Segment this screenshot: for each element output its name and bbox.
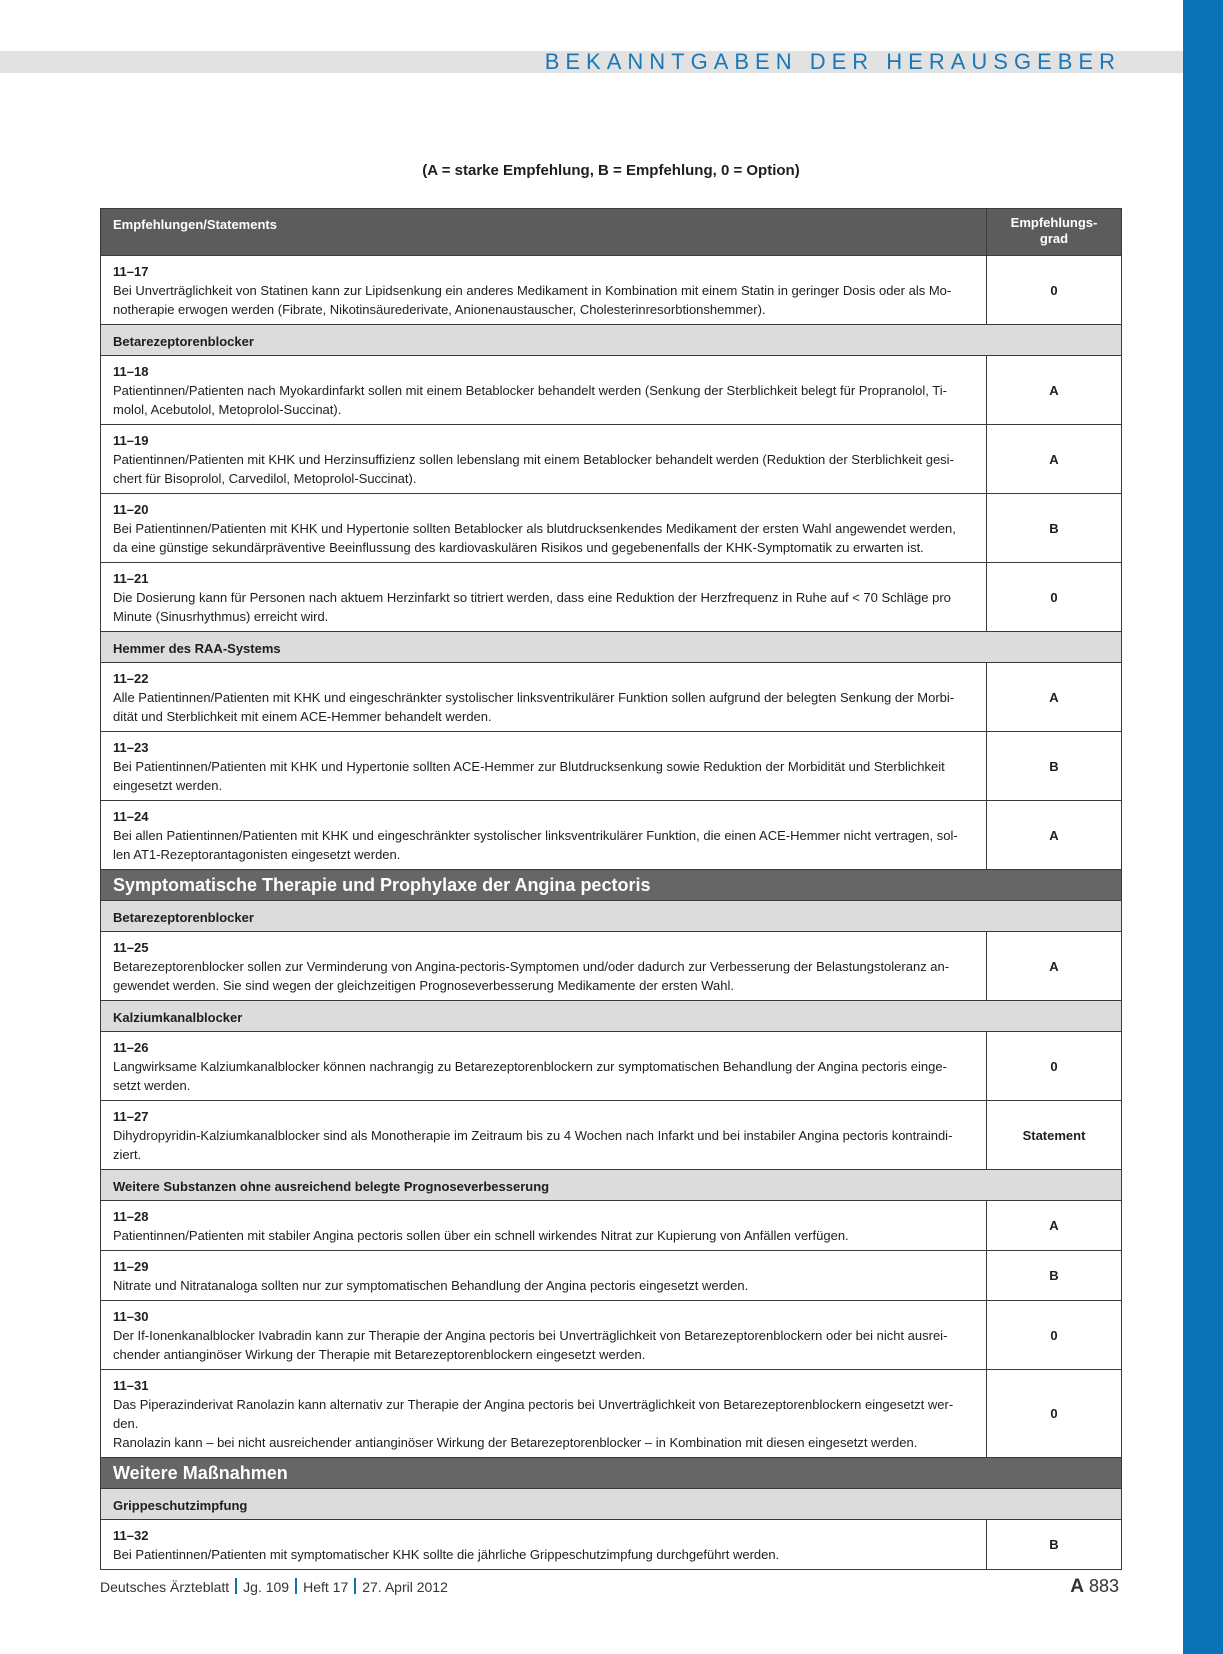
table-row [101, 932, 1122, 1001]
column-header-statements: Empfehlungen/Statements [101, 209, 987, 256]
statement-text: Die Dosierung kann für Personen nach aktuem Herzinfarkt so titriert werden, dass eine Reduktion der Herzfrequenz in Ruhe auf < 70 Schläge pro Minute (Sinusrhythmus) erreicht wird. [113, 590, 951, 624]
recommendation-grade: A [987, 356, 1122, 425]
page-number-value: 883 [1088, 1576, 1119, 1596]
statement-number: 11–24 [113, 809, 149, 824]
table-row [101, 1101, 1122, 1170]
statement-cell [101, 1251, 987, 1301]
statement-cell [101, 932, 987, 1001]
recommendation-grade: 0 [987, 256, 1122, 325]
statement-text: Nitrate und Nitratanaloga sollten nur zur symptomatischen Behandlung der Angina pectoris eingesetzt werden. [113, 1278, 749, 1293]
footer-volume: Jg. 109 [243, 1579, 290, 1595]
statement-number: 11–17 [113, 264, 149, 279]
table-row [101, 425, 1122, 494]
footer-separator [354, 1578, 356, 1594]
recommendation-grade: B [987, 732, 1122, 801]
table-row [101, 1201, 1122, 1251]
table-row [101, 732, 1122, 801]
footer-separator [295, 1578, 297, 1594]
recommendation-grade: 0 [987, 1370, 1122, 1458]
statement-text: Das Piperazinderivat Ranolazin kann alternativ zur Therapie der Angina pectoris bei Unverträglichkeit von Betarezeptorenblockern eingesetzt wer- den. Ranolazin kann – bei nicht ausreichender antianginöser Wirkung der Betarezeptorenblocker – in Kombination mit diesen eingesetzt werden. [113, 1397, 954, 1450]
statement-cell [101, 356, 987, 425]
statement-text: Bei Patientinnen/Patienten mit KHK und Hypertonie sollten ACE-Hemmer zur Blutdrucksenkung sowie Reduktion der Morbidität und Sterblichkeit eingesetzt werden. [113, 759, 945, 793]
section-heading: Weitere Maßnahmen [101, 1458, 1122, 1489]
statement-number: 11–31 [113, 1378, 149, 1393]
statement-cell [101, 494, 987, 563]
footer [100, 1577, 448, 1597]
statement-cell [101, 663, 987, 732]
subheading: Grippeschutzimpfung [101, 1489, 1122, 1520]
section-heading-row [101, 870, 1122, 901]
statement-cell [101, 801, 987, 870]
statement-number: 11–32 [113, 1528, 149, 1543]
page-prefix: A [1070, 1576, 1084, 1597]
statement-number: 11–29 [113, 1259, 149, 1274]
statement-text: Dihydropyridin-Kalziumkanalblocker sind als Monotherapie im Zeitraum bis zu 4 Wochen nach Infarkt und bei instabiler Angina pectoris kontraindi- ziert. [113, 1128, 953, 1162]
subheading-row [101, 325, 1122, 356]
column-header-grade-label: Empfehlungs- grad [1010, 215, 1098, 246]
recommendation-grade: B [987, 494, 1122, 563]
section-heading: Symptomatische Therapie und Prophylaxe der Angina pectoris [101, 870, 1122, 901]
table-row [101, 563, 1122, 632]
statement-number: 11–23 [113, 740, 149, 755]
subheading-row [101, 1170, 1122, 1201]
recommendation-grade: A [987, 801, 1122, 870]
statement-cell [101, 1201, 987, 1251]
statement-number: 11–20 [113, 502, 149, 517]
recommendations-table [100, 208, 1122, 1570]
recommendation-grade: 0 [987, 563, 1122, 632]
statement-text: Patientinnen/Patienten mit KHK und Herzinsuffizienz sollen lebenslang mit einem Betablocker behandelt werden (Reduktion der Sterblichkeit gesi- chert für Bisoprolol, Carvedilol, Metoprolol-Succinat). [113, 452, 954, 486]
statement-text: Patientinnen/Patienten mit stabiler Angina pectoris sollen über ein schnell wirkendes Nitrat zur Kupierung von Anfällen verfügen. [113, 1228, 849, 1243]
recommendation-grade: A [987, 425, 1122, 494]
table-row [101, 801, 1122, 870]
statement-text: Der If-Ionenkanalblocker Ivabradin kann zur Therapie der Angina pectoris bei Unverträglichkeit von Betarezeptorenblockern oder bei nicht ausrei- chender antianginöser Wirkung der Therapie mit Betarezeptorenblockern eingesetzt werden. [113, 1328, 948, 1362]
recommendation-grade: Statement [987, 1101, 1122, 1170]
statement-text: Bei allen Patientinnen/Patienten mit KHK und eingeschränkter systolischer linksventrikulärer Funktion, die einen ACE-Hemmer nicht vertragen, sol- len AT1-Rezeptorantagonisten eingesetzt werden. [113, 828, 958, 862]
statement-cell [101, 732, 987, 801]
column-header-grade [987, 209, 1122, 256]
table-row [101, 663, 1122, 732]
statement-cell [101, 425, 987, 494]
statement-cell [101, 256, 987, 325]
footer-date: 27. April 2012 [362, 1579, 448, 1595]
statement-number: 11–18 [113, 364, 149, 379]
section-heading-row [101, 1458, 1122, 1489]
statement-text: Bei Patientinnen/Patienten mit KHK und Hypertonie sollten Betablocker als blutdrucksenkendes Medikament der ersten Wahl angewendet werden, da eine günstige sekundärpräventive Beeinflussung des kardiovaskulären Risikos und gegebenenfalls der KHK-Symptomatik zu erwarten ist. [113, 521, 956, 555]
subheading: Hemmer des RAA-Systems [101, 632, 1122, 663]
table-row [101, 1301, 1122, 1370]
subheading-row [101, 1489, 1122, 1520]
recommendation-grade: A [987, 663, 1122, 732]
footer-journal: Deutsches Ärzteblatt [100, 1579, 230, 1595]
statement-number: 11–27 [113, 1109, 149, 1124]
side-color-bar [1183, 0, 1223, 1654]
table-row [101, 256, 1122, 325]
statement-number: 11–26 [113, 1040, 149, 1055]
table-row [101, 494, 1122, 563]
table-row [101, 1370, 1122, 1458]
subheading: Weitere Substanzen ohne ausreichend belegte Prognoseverbesserung [101, 1170, 1122, 1201]
footer-issue: Heft 17 [303, 1579, 349, 1595]
recommendation-grade: 0 [987, 1032, 1122, 1101]
footer-separator [235, 1578, 237, 1594]
recommendation-grade: 0 [987, 1301, 1122, 1370]
subheading-row [101, 1001, 1122, 1032]
statement-number: 11–25 [113, 940, 149, 955]
recommendation-grade: A [987, 932, 1122, 1001]
statement-text: Patientinnen/Patienten nach Myokardinfarkt sollen mit einem Betablocker behandelt werden (Senkung der Sterblichkeit belegt für Propranolol, Ti- molol, Acebutolol, Metoprolol-Succinat). [113, 383, 947, 417]
subheading: Betarezeptorenblocker [101, 901, 1122, 932]
table-header-row [101, 209, 1122, 256]
statement-cell [101, 1101, 987, 1170]
subheading: Betarezeptorenblocker [101, 325, 1122, 356]
subheading: Kalziumkanalblocker [101, 1001, 1122, 1032]
table-row [101, 1520, 1122, 1570]
section-header-title: BEKANNTGABEN DER HERAUSGEBER [544, 49, 1121, 74]
statement-text: Bei Patientinnen/Patienten mit symptomatischer KHK sollte die jährliche Grippeschutzimpfung durchgeführt werden. [113, 1547, 780, 1562]
page-number [1070, 1574, 1119, 1599]
statement-text: Alle Patientinnen/Patienten mit KHK und eingeschränkter systolischer linksventrikulärer Funktion sollen aufgrund der belegten Senkung der Morbi- dität und Sterblichkeit mit einem ACE-Hemmer behandelt werden. [113, 690, 955, 724]
statement-cell [101, 563, 987, 632]
subheading-row [101, 632, 1122, 663]
recommendation-grade: B [987, 1520, 1122, 1570]
statement-cell [101, 1370, 987, 1458]
recommendation-grade: B [987, 1251, 1122, 1301]
statement-cell [101, 1520, 987, 1570]
statement-number: 11–19 [113, 433, 149, 448]
subheading-row [101, 901, 1122, 932]
statement-number: 11–28 [113, 1209, 149, 1224]
statement-text: Langwirksame Kalziumkanalblocker können nachrangig zu Betarezeptorenblockern zur symptomatischen Behandlung der Angina pectoris einge- setzt werden. [113, 1059, 947, 1093]
table-row [101, 1251, 1122, 1301]
table-caption: (A = starke Empfehlung, B = Empfehlung, 0 = Option) [422, 162, 800, 179]
recommendation-grade: A [987, 1201, 1122, 1251]
statement-number: 11–22 [113, 671, 149, 686]
statement-text: Betarezeptorenblocker sollen zur Verminderung von Angina-pectoris-Symptomen und/oder dadurch zur Verbesserung der Belastungstoleranz an- gewendet werden. Sie sind wegen der gleichzeitigen Prognoseverbesserung Medikamente der ersten Wahl. [113, 959, 950, 993]
statement-text: Bei Unverträglichkeit von Statinen kann zur Lipidsenkung ein anderes Medikament in Kombination mit einem Statin in geringer Dosis oder als Mo- notherapie erwogen werden (Fibrate, Nikotinsäurederivate, Anionenaustauscher, Cholesterinresorbtionshemmer). [113, 283, 952, 317]
statement-number: 11–30 [113, 1309, 149, 1324]
statement-number: 11–21 [113, 571, 149, 586]
table-body [101, 256, 1122, 1570]
statement-cell [101, 1301, 987, 1370]
table-row [101, 1032, 1122, 1101]
statement-cell [101, 1032, 987, 1101]
table-row [101, 356, 1122, 425]
